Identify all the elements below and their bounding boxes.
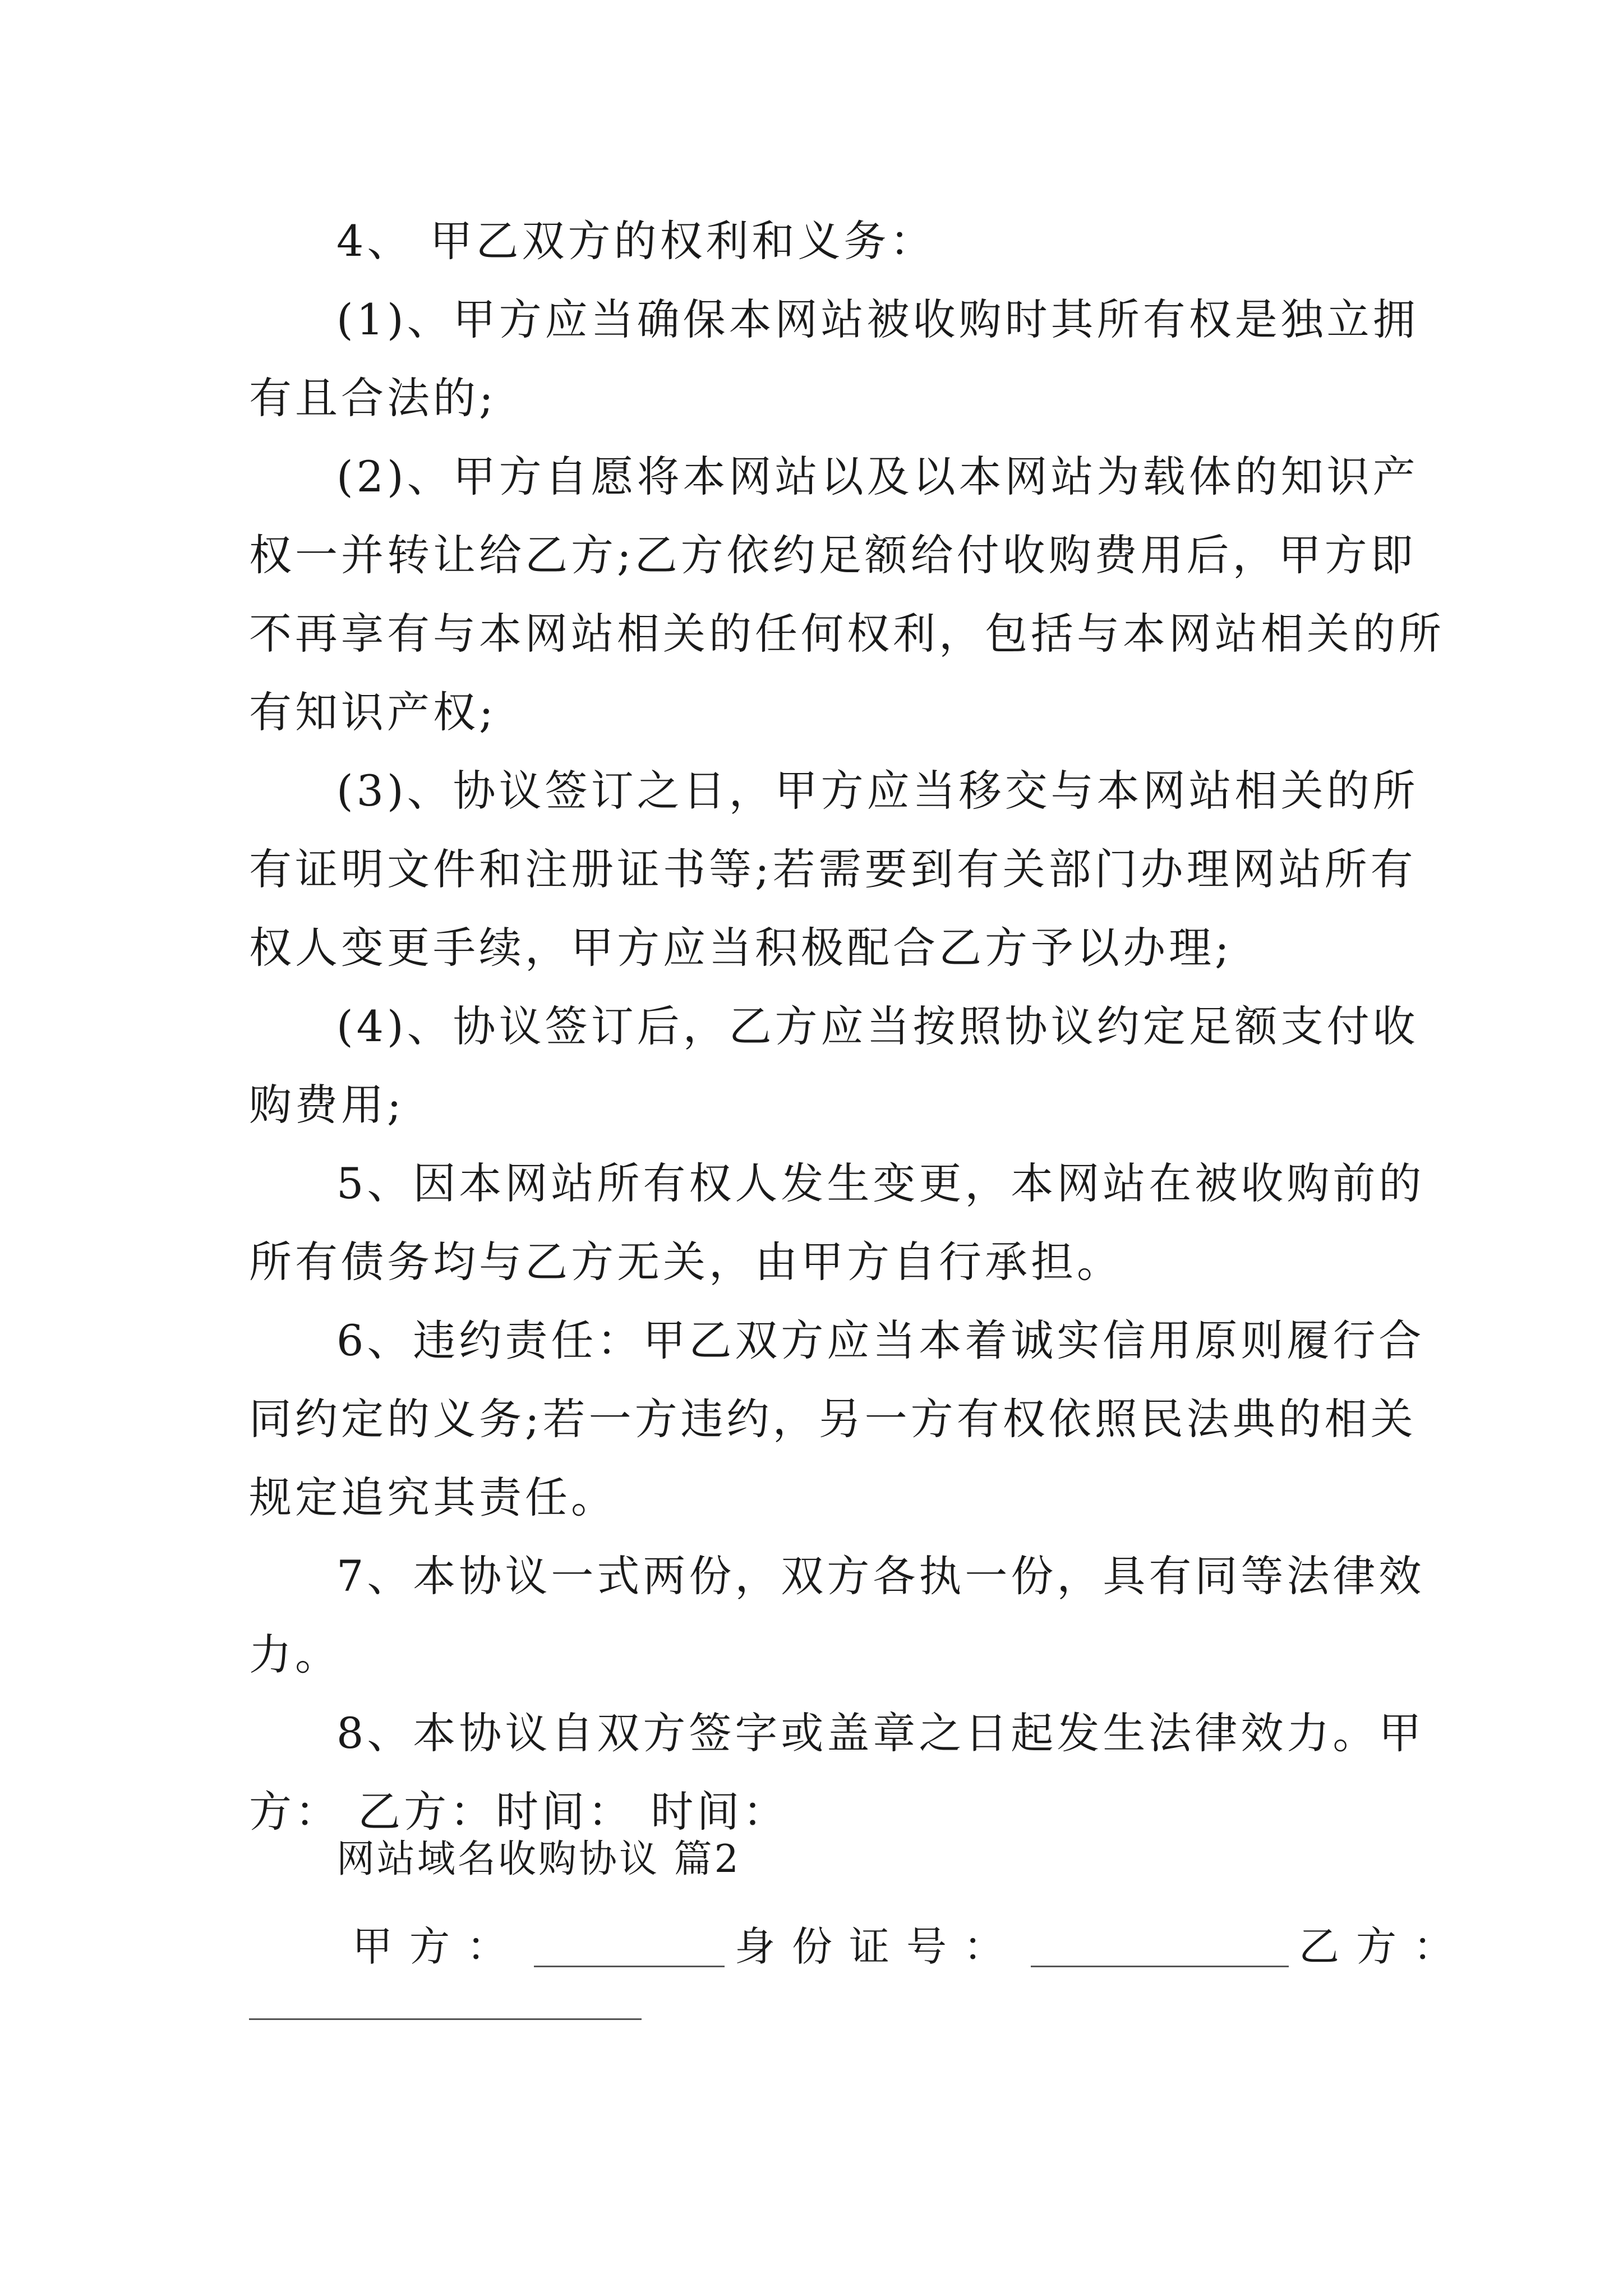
party-a-label: 甲方： xyxy=(352,1923,524,1970)
clause-4-2-line-2: 权一并转让给乙方;乙方依约足额给付收购费用后，甲方即 xyxy=(249,530,1417,580)
clause-4-1-line-1: (1)、甲方应当确保本网站被收购时其所有权是独立拥 xyxy=(336,295,1419,344)
clause-6-line-3: 规定追究其责任。 xyxy=(249,1473,617,1522)
clause-7-line-2: 力。 xyxy=(249,1630,341,1680)
clause-8-line-1: 8、本协议自双方签字或盖章之日起发生法律效力。甲 xyxy=(336,1708,1425,1758)
signature-line: 方： 乙方：时间： 时间： xyxy=(249,1787,789,1837)
clause-4-2-line-4: 有知识产权; xyxy=(249,687,497,737)
clause-5-line-2: 所有债务均与乙方无关，由甲方自行承担。 xyxy=(249,1237,1123,1287)
section-2-title: 网站域名收购协议 篇2 xyxy=(336,1837,741,1881)
clause-4-3-line-2: 有证明文件和注册证书等;若需要到有关部门办理网站所有 xyxy=(249,844,1417,894)
clause-4-1-line-2: 有且合法的; xyxy=(249,373,497,423)
clause-4-heading: 4、 甲乙双方的权利和义务： xyxy=(336,216,936,266)
party-b-name-blank[interactable] xyxy=(249,2018,642,2020)
clause-4-4-line-1: (4)、协议签订后，乙方应当按照协议约定足额支付收 xyxy=(336,1001,1419,1051)
clause-4-2-line-1: (2)、甲方自愿将本网站以及以本网站为载体的知识产 xyxy=(336,452,1419,501)
id-number-blank[interactable] xyxy=(1031,1926,1289,1967)
clause-7-line-1: 7、本协议一式两份，双方各执一份，具有同等法律效 xyxy=(336,1551,1425,1601)
party-a-name-blank[interactable] xyxy=(534,1926,725,1967)
clause-6-line-1: 6、违约责任：甲乙双方应当本着诚实信用原则履行合 xyxy=(336,1315,1425,1365)
clause-4-2-line-3: 不再享有与本网站相关的任何权利，包括与本网站相关的所 xyxy=(249,609,1445,659)
party-info-form xyxy=(352,1918,1471,1975)
clause-4-3-line-3: 权人变更手续，甲方应当积极配合乙方予以办理; xyxy=(249,923,1233,973)
clause-4-4-line-2: 购费用; xyxy=(249,1080,405,1130)
clause-5-line-1: 5、因本网站所有权人发生变更，本网站在被收购前的 xyxy=(336,1158,1425,1208)
clause-4-3-line-1: (3)、协议签订之日，甲方应当移交与本网站相关的所 xyxy=(336,766,1419,816)
id-number-label: 身份证号： xyxy=(735,1923,1021,1970)
party-b-label: 乙方： xyxy=(1299,1923,1471,1970)
clause-6-line-2: 同约定的义务;若一方违约，另一方有权依照民法典的相关 xyxy=(249,1394,1417,1444)
